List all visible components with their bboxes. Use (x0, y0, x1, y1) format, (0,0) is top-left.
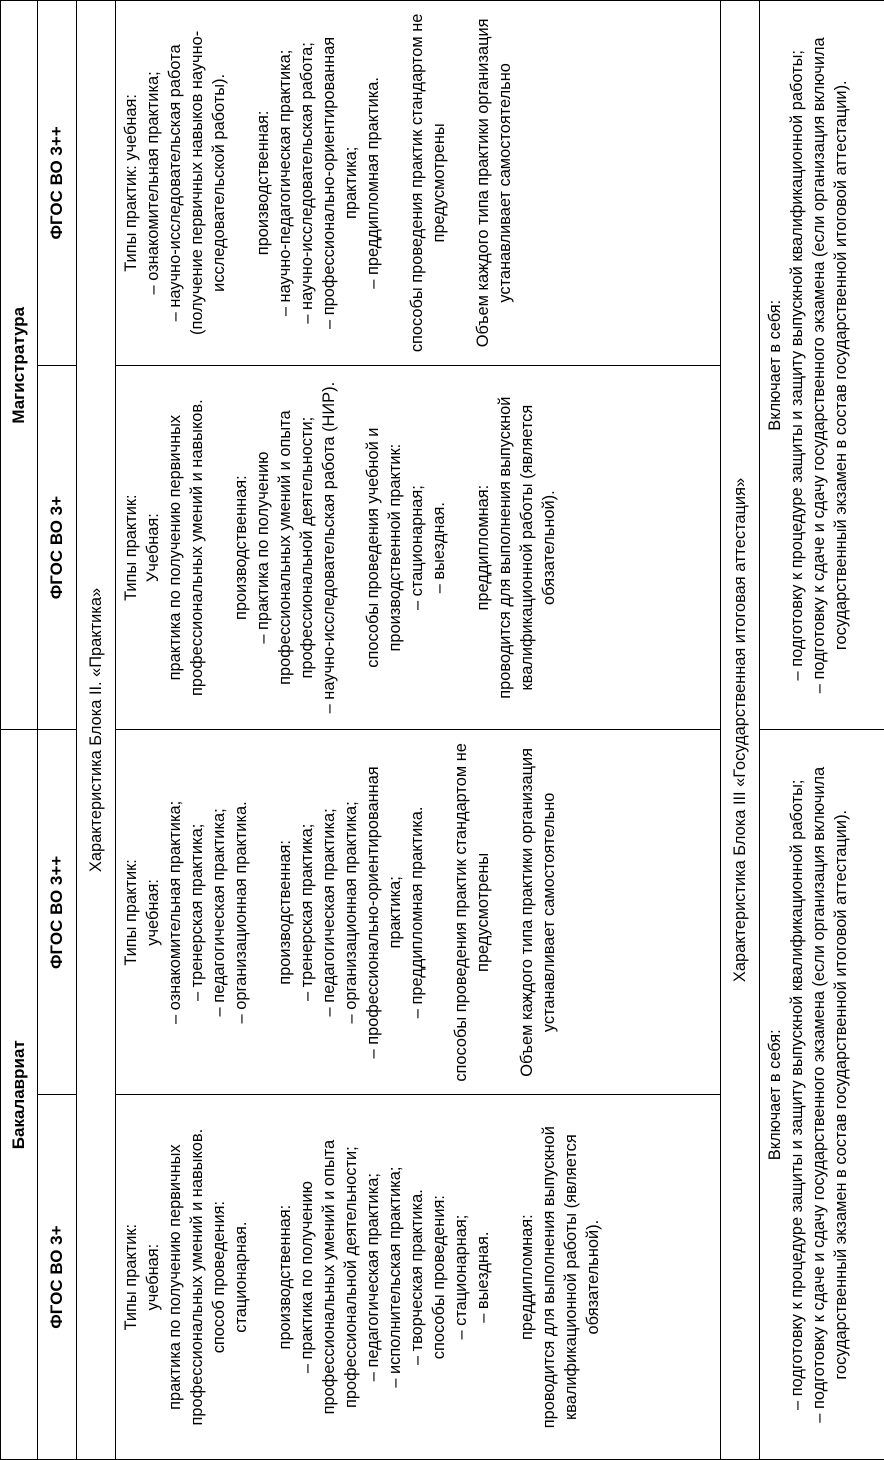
block3-content-row (760, 1, 884, 1460)
cell-line: Объем каждого типа практики организация устанавливает самостоятельно (474, 18, 514, 348)
block3-title: Характеристика Блока III «Государственная итоговая аттестация» (721, 1, 760, 1460)
cell-mast-3plusplus (116, 1, 721, 366)
cell-line: – творческая практика. (408, 1189, 426, 1366)
cell-line: – организационная практика. (232, 801, 250, 1024)
cell-line: способ проведения: (210, 1200, 228, 1354)
block2-title-row (77, 1, 116, 1460)
cell-line: производственная: (276, 1204, 294, 1350)
cell-line: – практика по получению профессиональных умений и опыта профессиональной деятельности; (298, 1139, 360, 1415)
cell-line: – подготовку к процедуре защиты и защиту выпускной квалификационной работы; (788, 50, 806, 681)
cell-line: способы проведения учебной и производственной практик: (364, 427, 404, 668)
cell-line (230, 11, 252, 355)
cell-line: Учебная: (144, 513, 162, 583)
cell-line: учебная: (144, 1243, 162, 1311)
standard-header-mast-3plus: ФГОС ВО 3+ (38, 365, 77, 730)
standard-header-row (38, 1, 77, 1460)
cell-line: практика по получению первичных профессиональных умений и навыков. (166, 399, 206, 696)
cell-line (428, 741, 450, 1085)
cell-line: – стационарная; (408, 485, 426, 611)
cell-line: преддипломная: (474, 484, 492, 611)
cell-line: – исполнительская практика; (386, 1166, 404, 1388)
cell-line (384, 11, 406, 355)
cell-line: – преддипломная практика. (364, 77, 382, 289)
cell-line (252, 1105, 274, 1449)
cell-bach-3plus (116, 1095, 721, 1460)
cell-line: Типы практик: (122, 1223, 140, 1331)
cell-line: Включает в себя: (766, 1029, 784, 1161)
cell-line (494, 1105, 516, 1449)
cell-line: Объем каждого типа практики организация устанавливает самостоятельно (518, 747, 558, 1077)
cell-line: способы проведения: (430, 1195, 448, 1360)
cell-line: производственная: (232, 475, 250, 620)
cell-line: – ознакомительная практика; (166, 800, 184, 1024)
cell-line: способы проведения практик стандартом не предусмотрены (452, 743, 492, 1082)
cell-line: Типы практик: (122, 494, 140, 601)
cell-line: – подготовку к процедуре защиты и защиту выпускной квалификационной работы; (788, 779, 806, 1410)
cell-mast-3plus (116, 365, 721, 730)
level-header-row (1, 1, 38, 1460)
cell-line (252, 741, 274, 1085)
cell-line: производственная: (276, 840, 294, 985)
cell-line: – выездная. (430, 502, 448, 594)
standard-header-bach-3plus: ФГОС ВО 3+ (38, 1095, 77, 1460)
cell-line: – педагогическая практика; (320, 808, 338, 1017)
cell-line: производственная: (254, 110, 272, 256)
cell-line: преддипломная: (518, 1214, 536, 1340)
cell-line: – педагогическая практика; (364, 1173, 382, 1382)
cell-line: проводится для выполнения выпускной квалификационной работы (является обязательной). (540, 1126, 602, 1429)
cell-line (450, 376, 472, 720)
cell-line: – подготовку к сдаче и сдачу государственного экзамена (если организация включила государственный экзамен в состав государственной итоговой аттестации). (810, 37, 850, 694)
standard-header-bach-3plusplus: ФГОС ВО 3++ (38, 730, 77, 1095)
cell-block3-bach (760, 730, 884, 1460)
cell-line: – стационарная; (452, 1214, 470, 1340)
cell-line: – педагогическая практика; (210, 808, 228, 1017)
cell-line: – тренерская практика; (298, 823, 316, 1002)
block2-title: Характеристика Блока II. «Практика» (77, 1, 116, 1460)
cell-line: – тренерская практика; (188, 823, 206, 1002)
cell-line: – практика по получению профессиональных умений и опыта профессиональной деятельности; (254, 410, 316, 685)
standard-header-mast-3plusplus: ФГОС ВО 3++ (38, 1, 77, 366)
cell-line: – организационная практика; (342, 801, 360, 1024)
cell-line: проводится для выполнения выпускной квалификационной работы (является обязательной). (496, 396, 558, 699)
cell-line (208, 376, 230, 720)
cell-line (340, 376, 362, 720)
cell-line: Типы практик: учебная: (122, 94, 140, 272)
cell-line: – профессионально-ориентированная практика; (364, 766, 404, 1059)
cell-block3-mast (760, 1, 884, 731)
cell-line: – преддипломная практика. (408, 806, 426, 1019)
cell-line: Включает в себя: (766, 299, 784, 431)
cell-line: стационарная. (232, 1221, 250, 1333)
cell-bach-3plusplus (116, 730, 721, 1095)
cell-line (494, 741, 516, 1085)
cell-line: Типы практик: (122, 859, 140, 966)
bachelor-header: Бакалавриат (1, 730, 38, 1460)
cell-line: учебная: (144, 879, 162, 946)
cell-line: практика по получению первичных профессиональных умений и навыков. (166, 1128, 206, 1426)
block2-content-row (116, 1, 721, 1460)
block3-title-row (721, 1, 760, 1460)
cell-line: – ознакомительная практика; (144, 71, 162, 295)
cell-line: – научно-исследовательская работа (получение первичных навыков научно-исследовательской работы). (166, 30, 228, 335)
master-header: Магистратура (1, 1, 38, 731)
cell-line: – научно-исследовательская работа; (298, 42, 316, 324)
cell-line: – научно-исследовательская работа (НИР). (320, 381, 338, 714)
cell-line: – профессионально-ориентированная практика; (320, 36, 360, 329)
cell-line: – научно-педагогическая практика; (276, 49, 294, 317)
cell-line: – выездная. (474, 1231, 492, 1323)
cell-line: способы проведения практик стандартом не предусмотрены (408, 13, 448, 353)
cell-line: – подготовку к сдаче и сдачу государственного экзамена (если организация включила государственный экзамен в состав государственной итоговой аттестации). (810, 766, 850, 1423)
cell-line (450, 11, 472, 355)
